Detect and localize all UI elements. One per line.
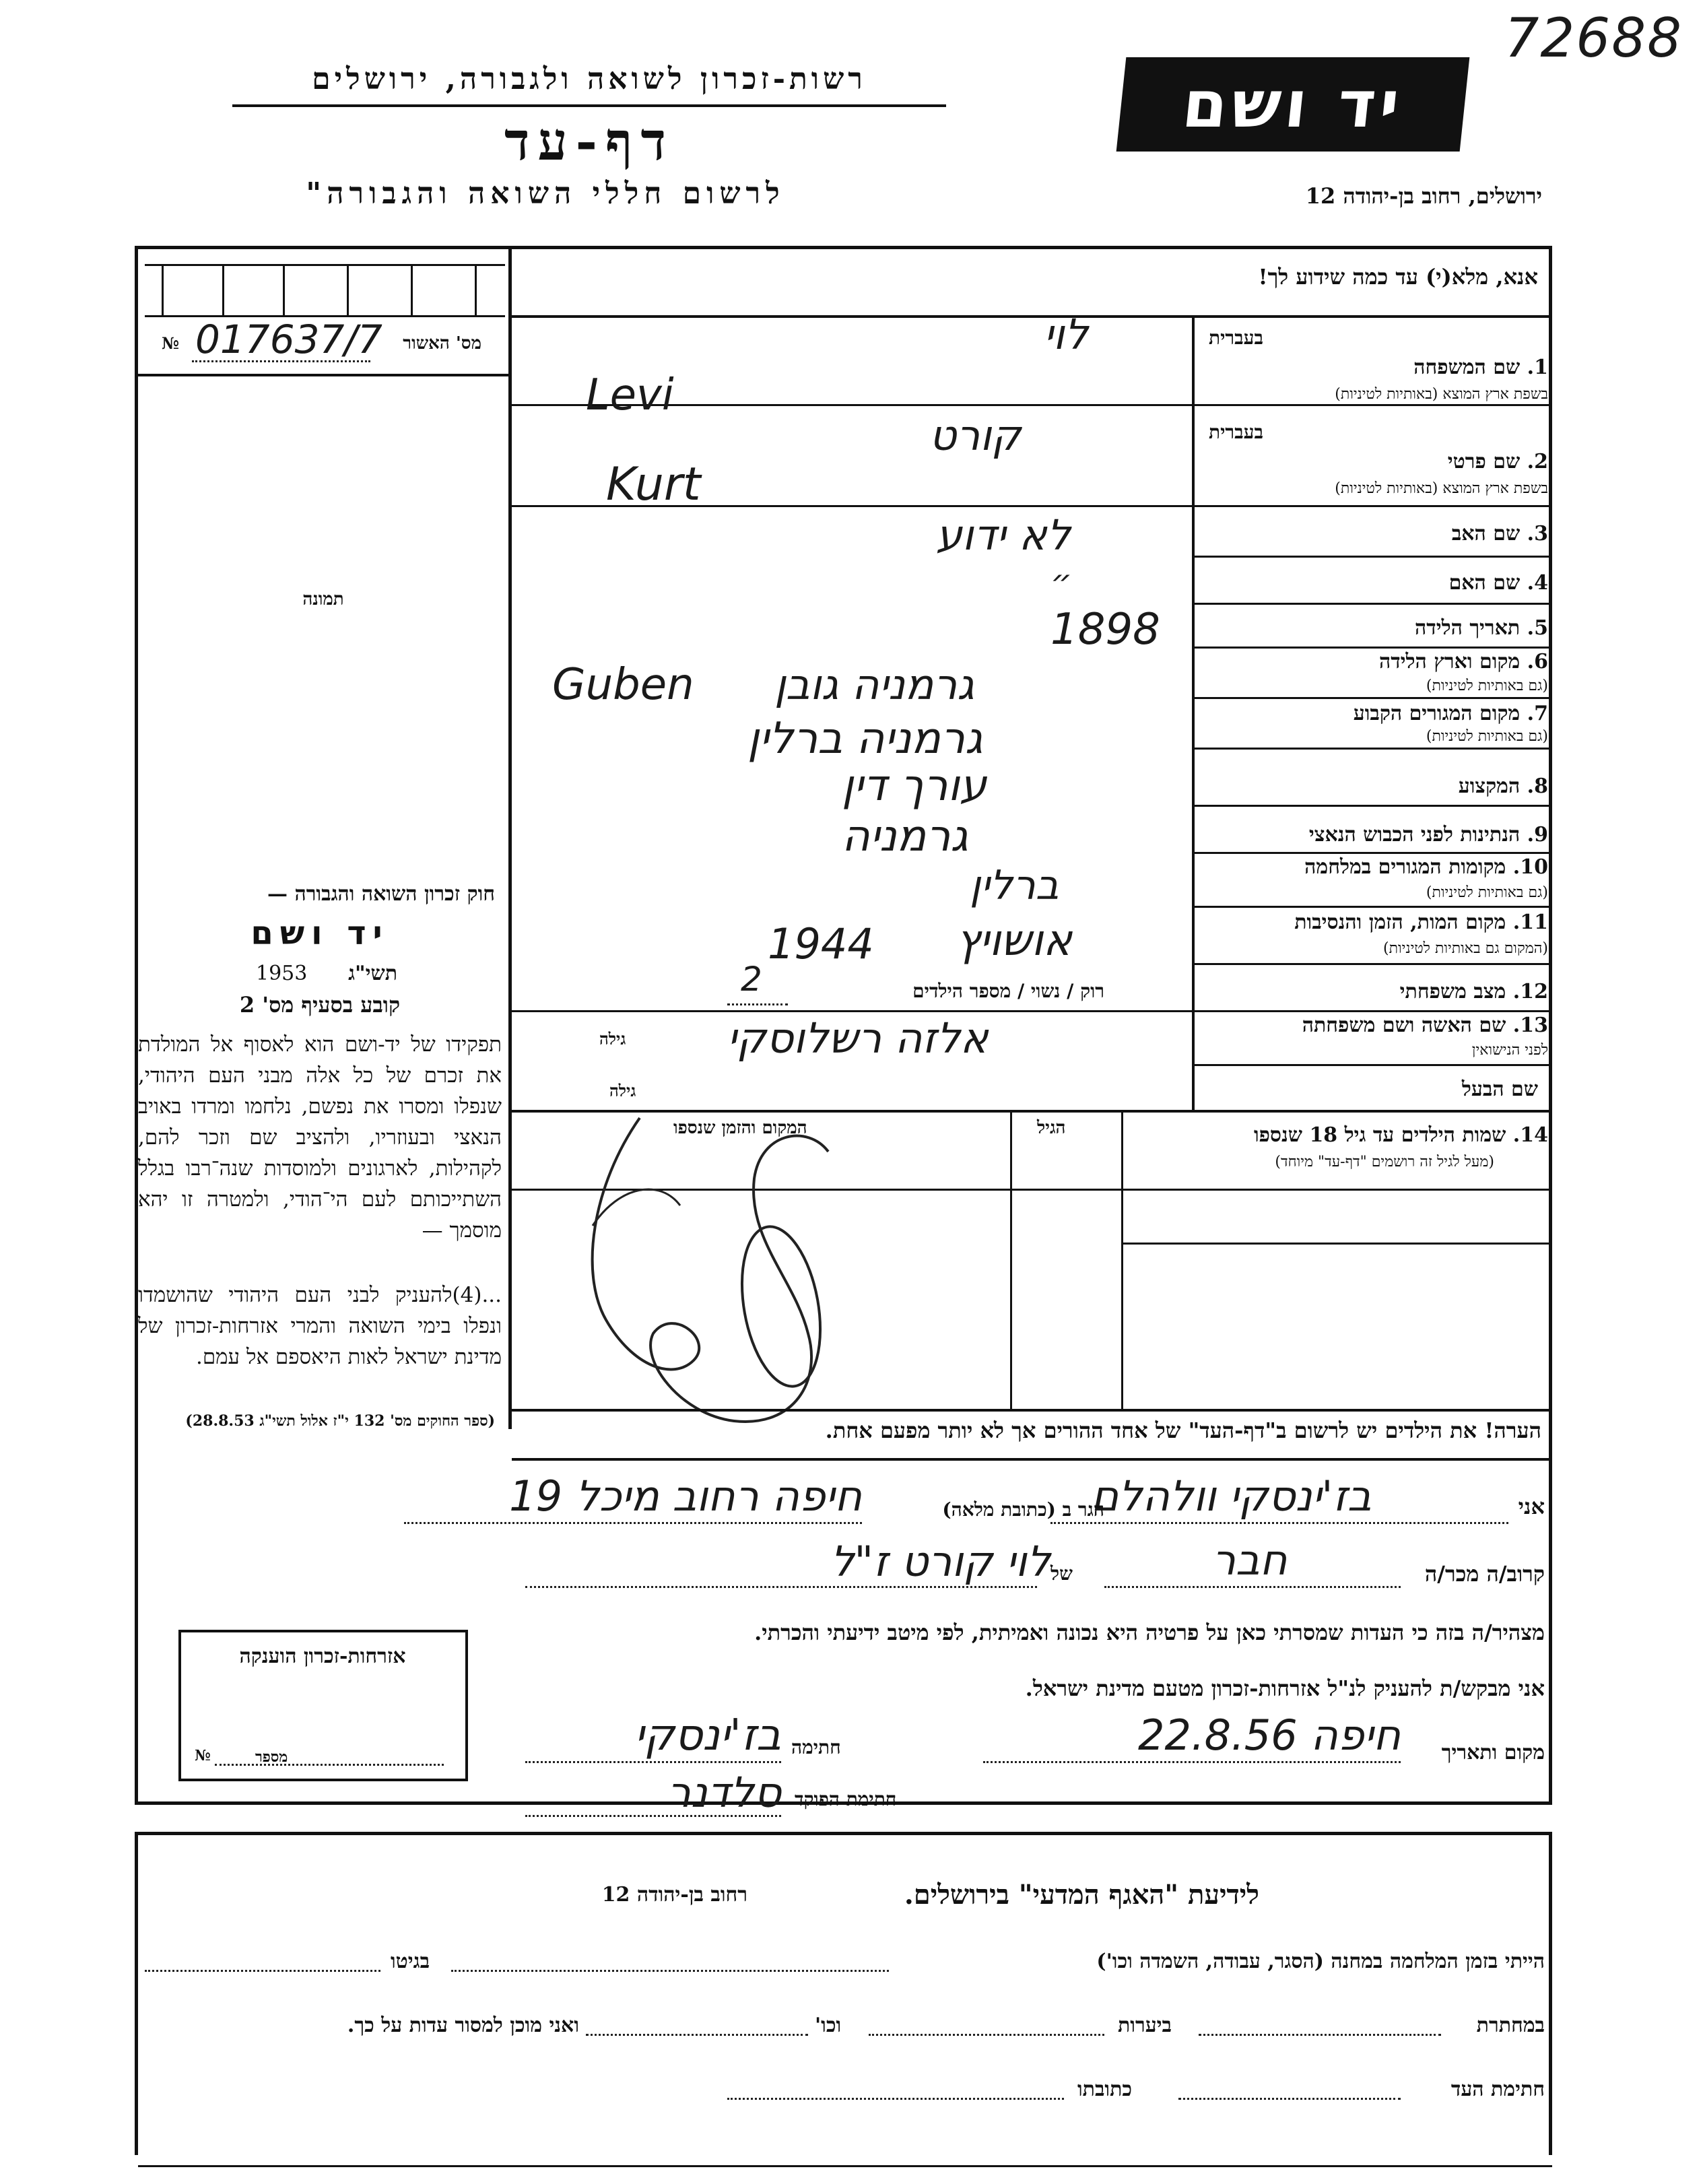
- approval-dotline: [192, 360, 370, 362]
- field-4-value: ״: [1050, 562, 1073, 601]
- rule-1: [1192, 404, 1552, 406]
- signature-label: חתימה: [791, 1736, 841, 1758]
- approval-grid: [145, 264, 505, 318]
- rule-5: [1192, 647, 1552, 649]
- approval-number: 017637/7: [195, 317, 382, 362]
- field-14-sub: (מעל לגיל זה רושמים "דף-עד" מיוחד): [1275, 1154, 1494, 1170]
- field-13-value: אלזה רשלוסקי: [727, 1014, 989, 1063]
- law-clause: קובע בסעיף מס' 2: [239, 992, 401, 1018]
- field-12-dotline: [727, 1003, 788, 1005]
- field-12-value: 2: [741, 960, 762, 999]
- declarant-name: בז'ינסקי וולהלם: [1091, 1471, 1372, 1521]
- field-1-sub: בשפת ארץ המוצא (באותיות לטיניות): [1335, 386, 1548, 403]
- field-10-value: ברלין: [970, 862, 1059, 909]
- place-date-label: מקום ותאריך: [1441, 1741, 1545, 1764]
- field-6-value-latin: Guben: [552, 660, 694, 710]
- relation-shel: של: [1050, 1562, 1073, 1585]
- officer-value: סלדנר: [667, 1768, 781, 1817]
- archive-number: 72688: [1504, 7, 1683, 69]
- footer-line3-dots-b: [727, 2098, 1064, 2100]
- citizenship-box: [178, 1630, 468, 1781]
- crossout-scribble: [579, 1104, 896, 1441]
- signature-line: [525, 1761, 781, 1763]
- request-rule: [512, 315, 1552, 318]
- place-date-line: [983, 1761, 1401, 1763]
- field-8-value: עורך דין: [842, 761, 987, 811]
- footer-line1-b: בגיטו: [391, 1950, 430, 1973]
- relation-prefix: קרוב/ה מכר/ה: [1424, 1561, 1545, 1587]
- footer-line2-dots-a: [1199, 2034, 1441, 2036]
- children-col-age: הגיל: [1037, 1118, 1066, 1138]
- field-11-value-place: אושויץ: [956, 916, 1072, 966]
- footer-line2-d: ואני מוכן למסור עדות על כך.: [347, 2014, 579, 2037]
- rule-12: [512, 1010, 1552, 1012]
- signature-value: בז'ינסקי: [634, 1711, 781, 1760]
- request-line: אנא, מלא(י) עד כמה שידוע לך!: [1258, 264, 1538, 290]
- field-13-gila: גילה: [599, 1029, 626, 1049]
- footer-line3-dots-a: [1178, 2098, 1401, 2100]
- note-rule-bottom: [512, 1458, 1552, 1461]
- field-6-label: 6. מקום וארץ הלידה: [1378, 650, 1548, 673]
- field-1-value-latin: Levi: [586, 370, 674, 420]
- photo-label: תמונה: [302, 589, 344, 609]
- rule-9: [1192, 852, 1552, 854]
- footer-line2-a: במחתרת: [1476, 2014, 1545, 2037]
- declaration-text: מצהיר/ה בזה כי העדות שמסרתי כאן על פרטיה היא נכונה ואמיתית, לפי מיטב ידיעתי והכרתי.: [754, 1620, 1545, 1645]
- footer-frame-right: [1549, 1832, 1552, 2155]
- law-paragraph-2: ...(4)להעניק לבני העם היהודי שהושמדו ונפלו בימי השואה והמרי אזרחות-זכרון של מדינת ישראל לאות היאספם אל עמם.: [138, 1283, 502, 1369]
- field-7-value: גרמניה ברלין: [747, 714, 983, 764]
- children-col-place: המקום והזמן שנספו: [673, 1118, 807, 1138]
- footer-frame-top: [135, 1832, 1552, 1835]
- children-col-1: [1121, 1113, 1123, 1409]
- authority-title: רשות-זכרון לשואה ולגבורה, ירושלים: [312, 62, 867, 96]
- children-row-rule: [1121, 1243, 1552, 1245]
- footer-line1-dots-b: [145, 1970, 380, 1972]
- officer-line: [525, 1815, 781, 1817]
- bottom-edge: [138, 2165, 1552, 2167]
- footer-title: לידיעת "האגף המדעי" בירושלים.: [904, 1879, 1259, 1911]
- declarant-name-line: [1050, 1522, 1508, 1524]
- footer-line2-c: וכו': [815, 2014, 842, 2037]
- law-heading: חוק זכרון השואה והגבורה —: [267, 882, 495, 906]
- side-divider: [508, 246, 512, 1429]
- footer-line1-dots-a: [451, 1970, 889, 1972]
- footer-line2-dots-b: [869, 2034, 1104, 2036]
- husband-gila: גילה: [609, 1081, 636, 1100]
- field-13-sub: לפני הנישואין: [1471, 1042, 1548, 1059]
- field-2-label: 2. שם פרטי: [1447, 450, 1548, 473]
- rule-8: [1192, 805, 1552, 807]
- header-address: ירושלים, רחוב בן-יהודה 12: [1305, 183, 1542, 209]
- rule-6: [1192, 697, 1552, 699]
- field-3-value: לא ידוע: [936, 510, 1071, 560]
- law-source: (ספר החוקים מס' 132 י"ז אלול תשי"ג 28.8.53): [185, 1412, 495, 1430]
- field-13-label: 13. שם האשה ושם משפחתה: [1302, 1014, 1548, 1037]
- citizenship-no: №: [195, 1747, 211, 1764]
- field-5-label: 5. תאריך הלידה: [1415, 616, 1548, 640]
- request-text: אני מבקש/ת להעניק לנ"ל אזרחות-זכרון מטעם מדינת ישראל.: [1025, 1676, 1545, 1701]
- field-3-label: 3. שם האב: [1451, 522, 1548, 545]
- rule-11: [1192, 963, 1552, 965]
- yad-vashem-logo: [1116, 57, 1470, 152]
- officer-label: חתימת הפוקד: [795, 1788, 897, 1810]
- field-11-value-year: 1944: [768, 919, 874, 968]
- footer-line2-b: ביערות: [1118, 2014, 1172, 2037]
- field-5-value: 1898: [1050, 605, 1160, 655]
- children-col-2: [1010, 1113, 1012, 1409]
- field-9-label: 9. הנתינות לפני הכבוש הנאצי: [1308, 823, 1548, 847]
- form-subtitle: לרשום חללי השואה והגבורה": [306, 176, 785, 211]
- citizenship-dotline: [215, 1764, 444, 1766]
- field-12-options: רוק / נשוי / מספר הילדים: [912, 980, 1104, 1002]
- footer-frame-left: [135, 1832, 138, 2155]
- field-6-sub: (גם באותיות לטיניות): [1426, 677, 1548, 694]
- label-divider: [1192, 315, 1195, 1110]
- rule-4: [1192, 603, 1552, 605]
- relation-line: [1104, 1586, 1401, 1588]
- field-1-label: 1. שם המשפחה: [1413, 356, 1548, 379]
- authority-underline: [232, 104, 946, 107]
- field-12-label: 12. מצב משפחתי: [1399, 980, 1548, 1003]
- declarant-ani: אני: [1518, 1494, 1545, 1519]
- field-2-value-latin: Kurt: [606, 458, 701, 511]
- law-year: 1953: [256, 962, 308, 985]
- field-10-label: 10. מקומות המגורים במלחמה: [1304, 855, 1548, 879]
- footer-line1-a: הייתי בזמן המלחמה במחנה (הסגר, עבודה, השמדה וכו'): [1096, 1950, 1545, 1973]
- law-year-heb: תשי"ג: [348, 962, 397, 985]
- law-name: יד ושם: [251, 915, 389, 952]
- rule-7: [1192, 748, 1552, 750]
- rule-3: [1192, 556, 1552, 558]
- field-2-sub: בשפת ארץ המוצא (באותיות לטיניות): [1335, 480, 1548, 497]
- field-11-sub: (המקום גם באותיות לטיניות): [1383, 940, 1548, 957]
- husband-label: שם הבעל: [1461, 1078, 1538, 1101]
- field-8-label: 8. המקצוע: [1458, 774, 1548, 798]
- field-7-label: 7. מקום המגורים הקבוע: [1353, 702, 1548, 725]
- footer-address: רחוב בן-יהודה 12: [601, 1883, 747, 1907]
- place-date-value: חיפה 22.8.56: [1138, 1711, 1401, 1760]
- declarant-gar: הגר ב (כתובת מלאה): [942, 1498, 1104, 1521]
- footer-line3-b: כתובתו: [1077, 2078, 1133, 2101]
- note-rule-top: [512, 1409, 1552, 1412]
- rule-2: [1192, 505, 1552, 507]
- field-2-side: בעברית: [1209, 421, 1264, 443]
- field-6-value-heb: גרמניה גובן: [774, 660, 974, 709]
- approval-no-sign: №: [162, 333, 180, 353]
- approval-label: מס' האשור: [403, 333, 481, 354]
- footer-line2-dots-c: [586, 2034, 808, 2036]
- citizenship-title: אזרחות-זכרון הוענקה: [239, 1645, 406, 1668]
- relation-relative: לוי קורט ז"ל: [830, 1537, 1050, 1586]
- field-1-value-heb: לוי: [1044, 310, 1088, 359]
- logo-text: יד ושם: [1178, 67, 1407, 142]
- declarant-address: חיפה רחוב מיכל 19: [509, 1471, 862, 1521]
- relative-line: [525, 1586, 1037, 1588]
- field-1-side: בעברית: [1209, 327, 1264, 349]
- field-9-value: גרמניה: [842, 812, 968, 861]
- declarant-address-line: [404, 1522, 862, 1524]
- approval-rule: [135, 374, 510, 376]
- note-text: הערה! את הילדים יש לרשום ב"דף-העד" של אחד ההורים אך לא יותר מפעם אחת.: [825, 1418, 1541, 1443]
- field-11-label: 11. מקום המות, הזמן והנסיבות: [1294, 911, 1548, 934]
- rule-10: [1192, 906, 1552, 908]
- field-2-value-heb: קורט: [929, 411, 1022, 460]
- footer-line3-a: חתימת העד: [1450, 2078, 1545, 2101]
- field-10-sub: (גם באותיות לטיניות): [1426, 884, 1548, 901]
- field-14-label: 14. שמות הילדים עד גיל 18 שנספו: [1253, 1123, 1548, 1147]
- law-paragraph-1: תפקידו של יד-ושם הוא לאסוף אל המולדת את זכרם של כל אלה מבני העם היהודי, שנפלו ומסרו את נפשם, נלחמו ומרדו באויב הנאצי ובעוזריו, ולהציב שם וזכר להם, לקהילות, לארגונים ולמוסדות שנה־רבו בגלל השתייכותם לעם הי־הודי, ולמטרה זו יהא מוסמך —: [138, 1032, 502, 1243]
- relation-value: חבר: [1212, 1535, 1288, 1585]
- form-title: דף-עד: [504, 111, 674, 172]
- rule-13: [1192, 1064, 1552, 1066]
- citizenship-number-label: מספר: [255, 1748, 288, 1766]
- field-7-sub: (גם באותיות לטיניות): [1426, 728, 1548, 745]
- field-4-label: 4. שם האם: [1448, 571, 1548, 595]
